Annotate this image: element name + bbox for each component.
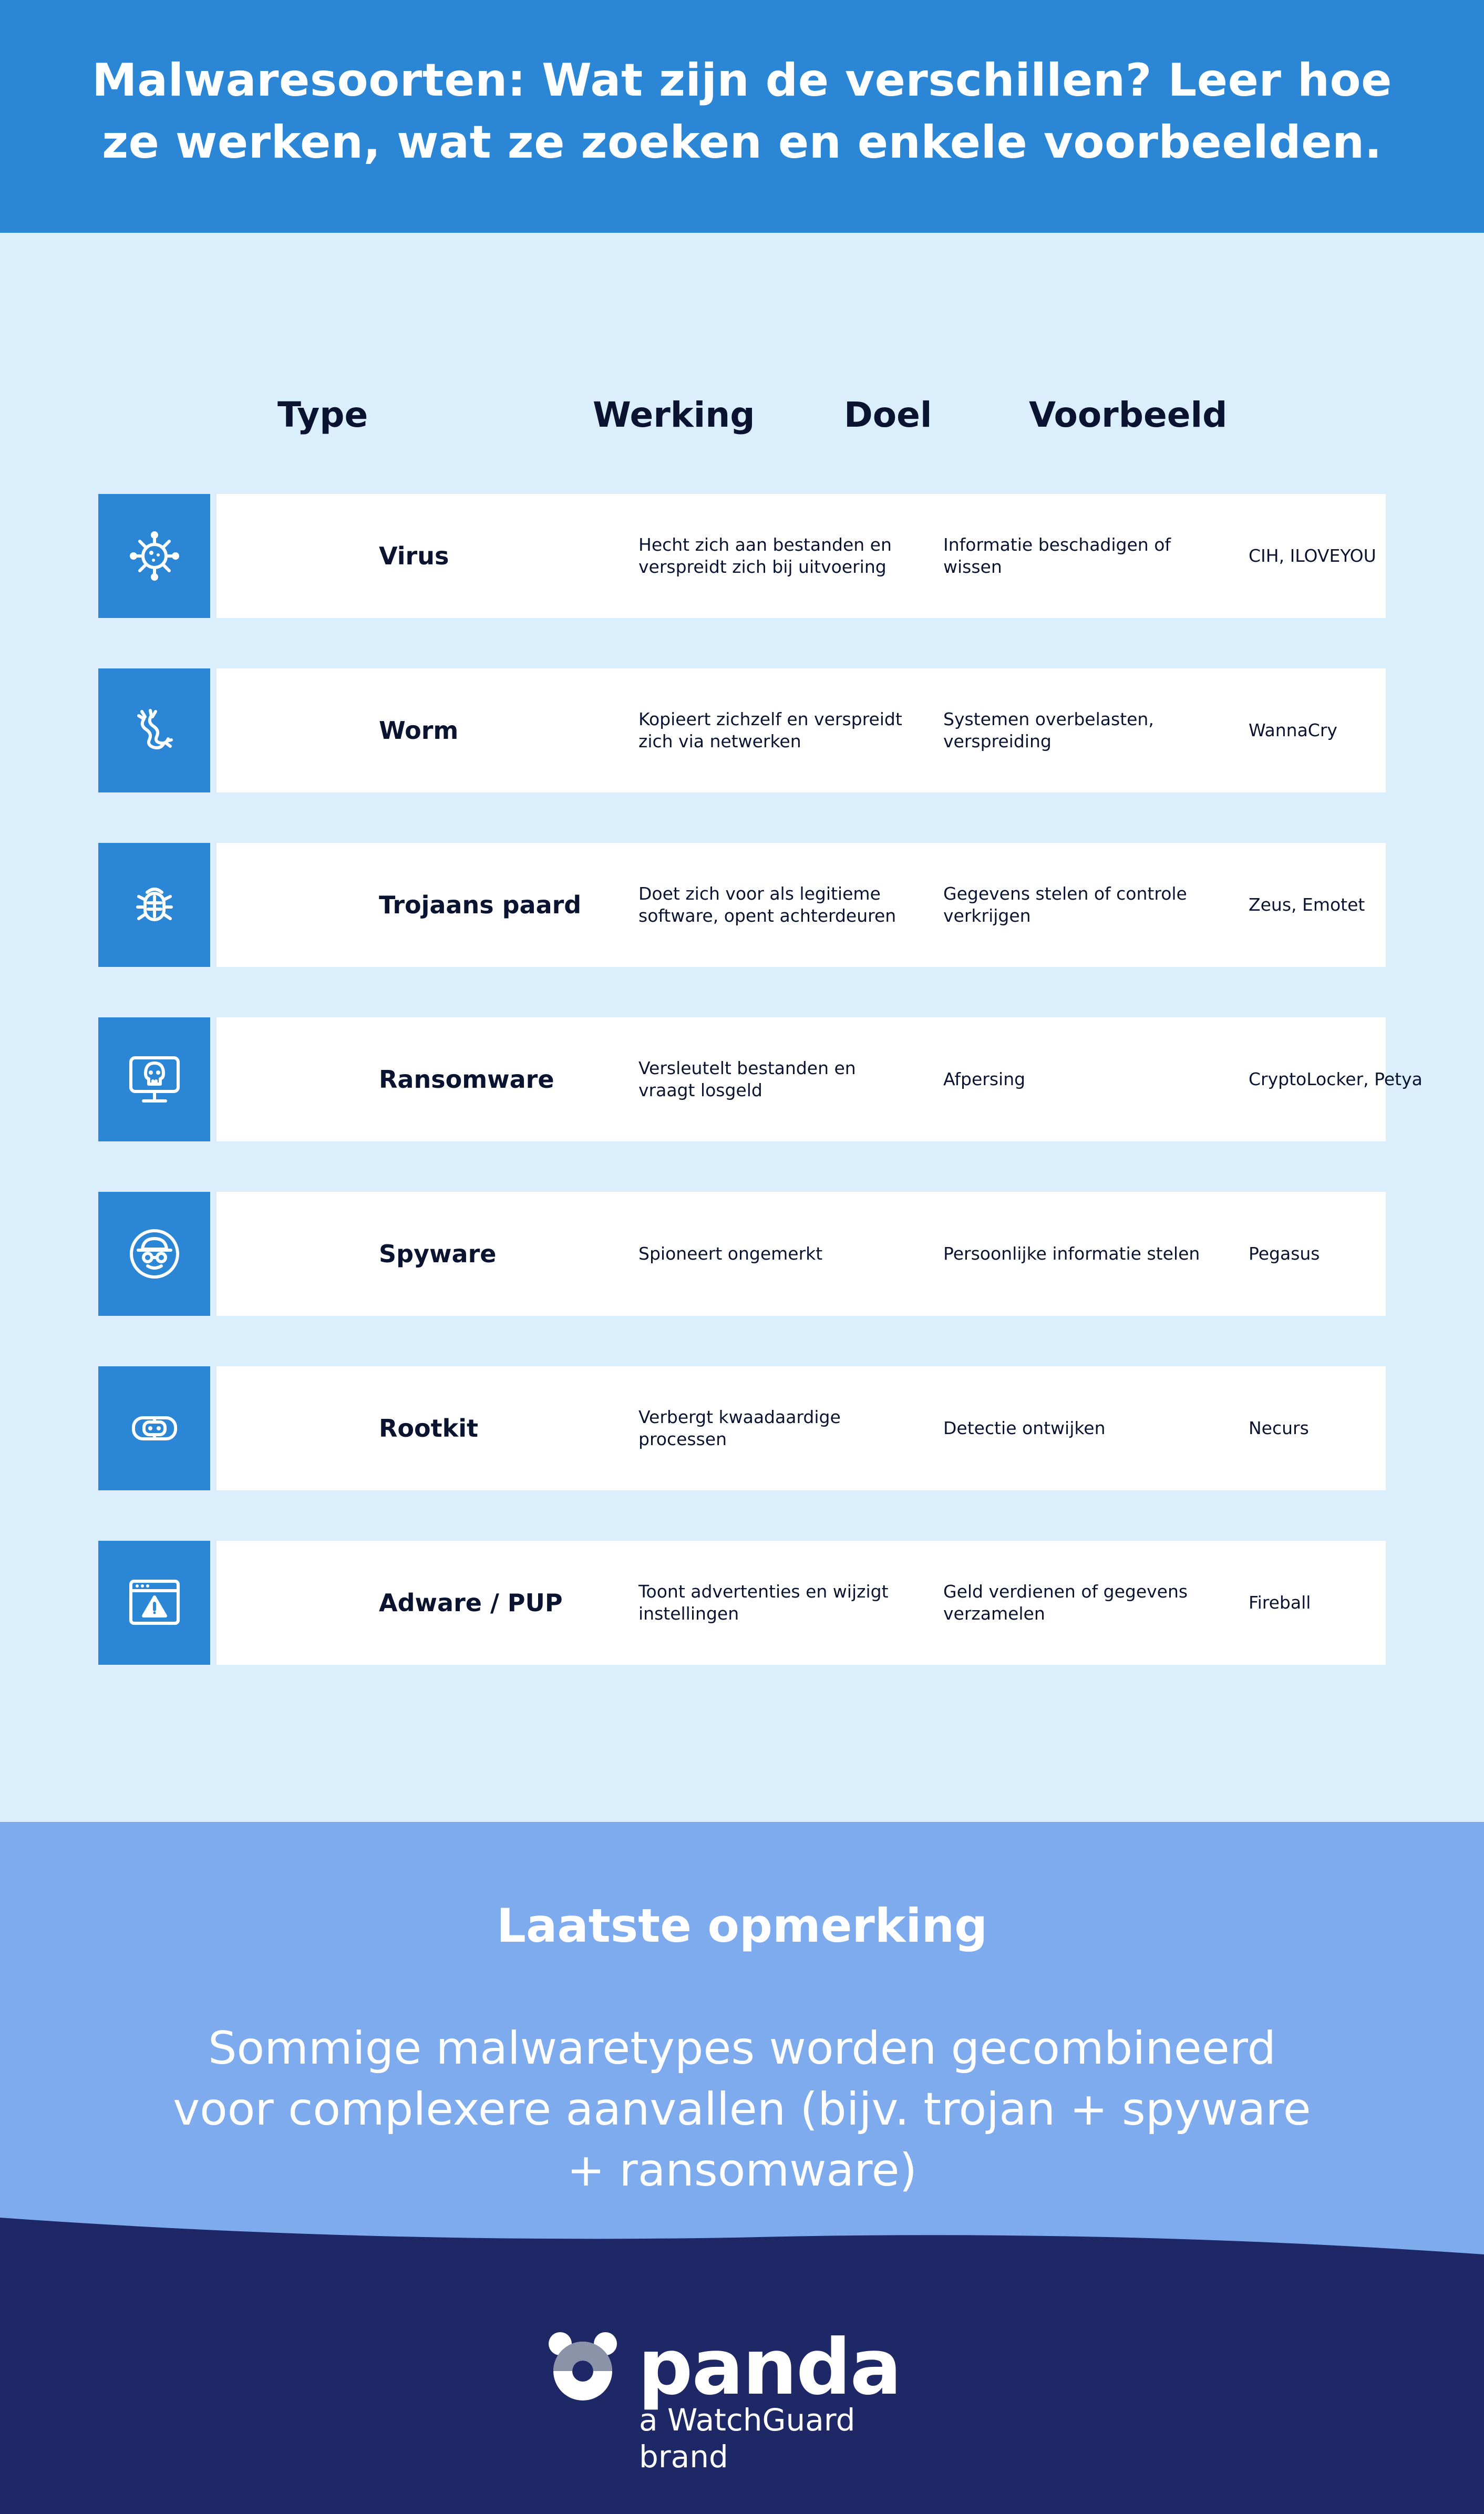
logo-subtitle: a WatchGuard brand — [639, 2402, 856, 2475]
column-header-werking: Werking — [593, 395, 755, 435]
virus-icon — [98, 494, 210, 618]
chip-icon — [98, 1366, 210, 1490]
row-panel — [217, 1366, 1386, 1490]
malware-doel: Gegevens stelen of controle verkrijgen — [943, 883, 1187, 926]
panda-logo — [543, 2323, 943, 2475]
malware-doel: Persoonlijke informatie stelen — [943, 1243, 1200, 1264]
worm-icon — [98, 668, 210, 792]
panda-logo-icon — [543, 2328, 622, 2407]
row-panel — [217, 668, 1386, 792]
malware-type: Ransomware — [379, 1065, 554, 1094]
spy-icon — [98, 1192, 210, 1316]
page-header — [0, 0, 1484, 233]
table-row — [98, 843, 1386, 967]
malware-voorbeeld: WannaCry — [1249, 720, 1337, 740]
malware-voorbeeld: Zeus, Emotet — [1249, 894, 1365, 915]
malware-doel: Geld verdienen of gegevens verzamelen — [943, 1581, 1188, 1624]
skull-monitor-icon — [98, 1017, 210, 1141]
malware-type: Virus — [379, 542, 449, 570]
column-header-type: Type — [277, 395, 368, 435]
final-note-text: Sommige malwaretypes worden gecombineerd voor complexere aanvallen (bijv. trojan + spyware + ransomware) — [173, 2022, 1311, 2197]
malware-werking: Verbergt kwaadaardige processen — [638, 1407, 841, 1449]
final-note-title: Laatste opmerking — [496, 1899, 988, 1953]
malware-doel: Afpersing — [943, 1069, 1026, 1089]
column-header-doel: Doel — [844, 395, 932, 435]
column-header-voorbeeld: Voorbeeld — [1029, 395, 1228, 435]
table-row — [98, 1192, 1386, 1316]
malware-voorbeeld: Pegasus — [1249, 1243, 1320, 1264]
malware-type: Trojaans paard — [379, 891, 582, 919]
malware-type: Worm — [379, 716, 459, 745]
browser-warning-icon — [98, 1541, 210, 1665]
malware-doel: Informatie beschadigen of wissen — [943, 534, 1171, 577]
logo-word: panda — [638, 2323, 901, 2412]
malware-type: Rootkit — [379, 1414, 478, 1443]
row-panel — [217, 1192, 1386, 1316]
malware-werking: Toont advertenties en wijzigt instellingen — [638, 1581, 889, 1624]
malware-voorbeeld: CryptoLocker, Petya — [1249, 1069, 1423, 1089]
row-panel — [217, 1017, 1423, 1141]
malware-doel: Systemen overbelasten, verspreiding — [943, 709, 1154, 751]
table-row — [98, 668, 1386, 792]
row-panel — [217, 843, 1386, 967]
bug-icon — [98, 843, 210, 967]
malware-voorbeeld: CIH, ILOVEYOU — [1249, 545, 1376, 566]
malware-type: Adware / PUP — [379, 1589, 563, 1617]
table-row — [98, 1541, 1386, 1665]
row-panel — [217, 1541, 1386, 1665]
table-row — [98, 1366, 1386, 1490]
malware-voorbeeld: Necurs — [1249, 1418, 1309, 1438]
malware-werking: Hecht zich aan bestanden en verspreidt zich bij uitvoering — [638, 534, 892, 577]
malware-type: Spyware — [379, 1240, 497, 1268]
malware-werking: Kopieert zichzelf en verspreidt zich via netwerken — [638, 709, 902, 751]
malware-werking: Spioneert ongemerkt — [638, 1243, 823, 1264]
row-panel — [217, 494, 1386, 618]
malware-werking: Versleutelt bestanden en vraagt losgeld — [638, 1058, 856, 1100]
malware-werking: Doet zich voor als legitieme software, opent achterdeuren — [638, 883, 896, 926]
malware-doel: Detectie ontwijken — [943, 1418, 1106, 1438]
table-row — [98, 494, 1386, 618]
malware-voorbeeld: Fireball — [1249, 1592, 1311, 1613]
table-row — [98, 1017, 1423, 1141]
page-title: Malwaresoorten: Wat zijn de verschillen? Leer hoe ze werken, wat ze zoeken en enkele voorbeelden. — [92, 54, 1392, 169]
